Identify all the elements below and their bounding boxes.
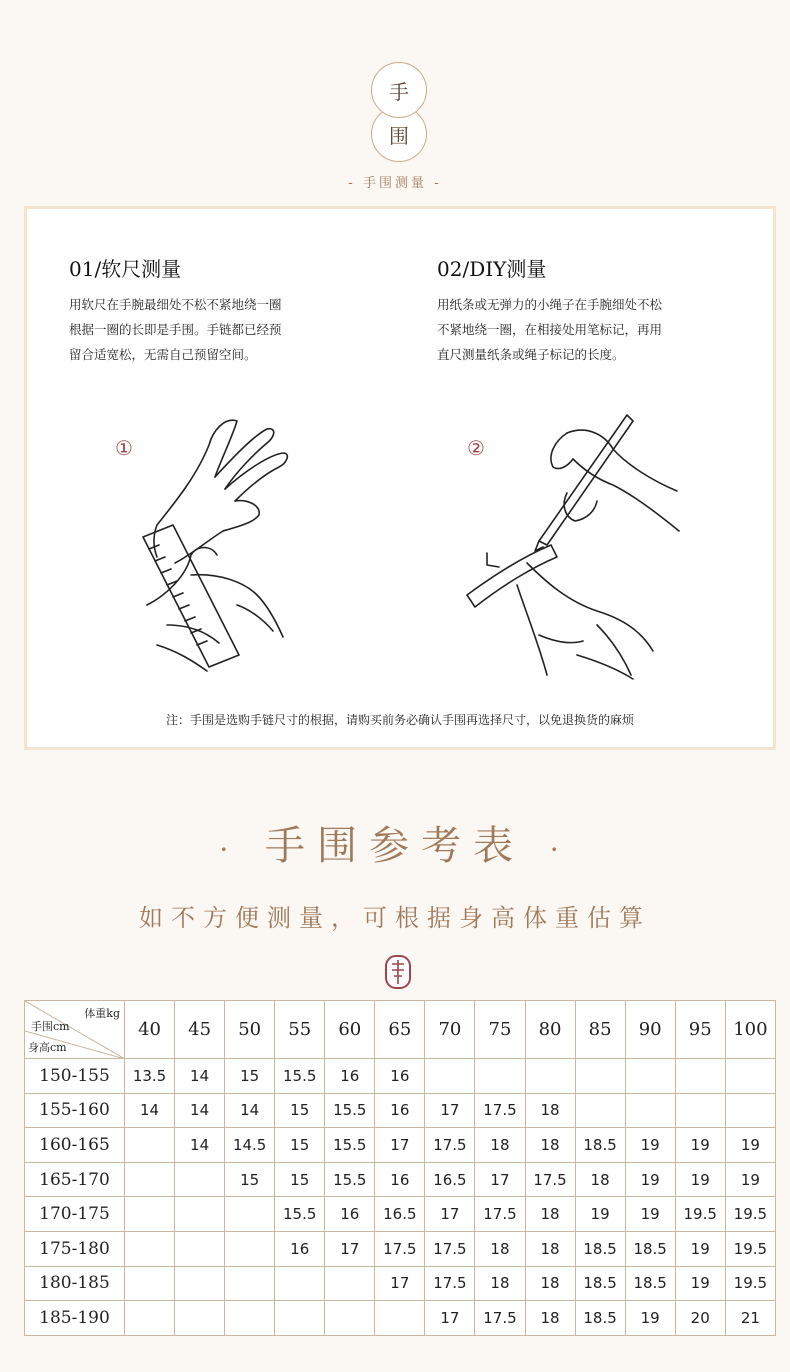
- table-corner-cell: [25, 1001, 125, 1059]
- wrist-size-cell: 13.5: [125, 1059, 175, 1094]
- wrist-size-cell: [175, 1162, 225, 1197]
- wrist-size-cell: 18: [475, 1266, 525, 1301]
- wrist-size-cell: [125, 1197, 175, 1232]
- wrist-size-cell: [725, 1093, 775, 1128]
- wrist-size-table: [24, 1000, 776, 1336]
- step-soft-ruler: [69, 253, 389, 367]
- wrist-size-cell: 18: [525, 1301, 575, 1336]
- badge-circle-bottom: 围: [371, 106, 427, 162]
- wrist-size-cell: 16.5: [375, 1197, 425, 1232]
- wrist-size-cell: 14: [125, 1093, 175, 1128]
- wrist-size-cell: 17.5: [425, 1128, 475, 1163]
- wrist-size-cell: 20: [675, 1301, 725, 1336]
- table-body: [25, 1059, 776, 1336]
- wrist-size-cell: 17.5: [425, 1231, 475, 1266]
- wrist-size-cell: [575, 1059, 625, 1094]
- title-badge: [371, 62, 427, 162]
- step-text-line: 不紧地绕一圈，在相接处用笔标记，再用: [437, 322, 663, 337]
- wrist-size-cell: 18.5: [575, 1231, 625, 1266]
- weight-header: 100: [725, 1001, 775, 1059]
- corner-weight-label: 体重kg: [84, 1007, 120, 1020]
- weight-header: 40: [125, 1001, 175, 1059]
- wrist-size-cell: [375, 1301, 425, 1336]
- wrist-size-cell: 15: [275, 1162, 325, 1197]
- wrist-size-cell: 19.5: [725, 1231, 775, 1266]
- weight-header: 75: [475, 1001, 525, 1059]
- hand-paper-strip-illustration: [427, 405, 707, 695]
- weight-header: 85: [575, 1001, 625, 1059]
- height-range-cell: 175-180: [25, 1231, 125, 1266]
- wrist-size-cell: 19: [625, 1128, 675, 1163]
- title-dot-left: ·: [219, 833, 241, 866]
- height-range-cell: 185-190: [25, 1301, 125, 1336]
- wrist-size-cell: 18: [525, 1128, 575, 1163]
- height-range-cell: 155-160: [25, 1093, 125, 1128]
- weight-header: 65: [375, 1001, 425, 1059]
- corner-wrist-label: 手围cm: [31, 1020, 70, 1033]
- wrist-size-cell: 17: [375, 1266, 425, 1301]
- wrist-size-cell: 18.5: [575, 1128, 625, 1163]
- wrist-size-cell: 19: [625, 1162, 675, 1197]
- height-range-cell: 170-175: [25, 1197, 125, 1232]
- table-row: [25, 1162, 776, 1197]
- wrist-size-cell: 17.5: [525, 1162, 575, 1197]
- wrist-size-cell: [225, 1231, 275, 1266]
- wrist-size-cell: 19: [575, 1197, 625, 1232]
- wrist-size-cell: 15.5: [325, 1162, 375, 1197]
- wrist-size-cell: 15: [225, 1059, 275, 1094]
- wrist-size-cell: 18: [575, 1162, 625, 1197]
- wrist-size-cell: 17: [325, 1231, 375, 1266]
- weight-header: 90: [625, 1001, 675, 1059]
- wrist-size-cell: 14: [175, 1128, 225, 1163]
- wrist-size-cell: 16: [375, 1059, 425, 1094]
- step-text-line: 用软尺在手腕最细处不松不紧地绕一圈: [69, 297, 282, 312]
- wrist-size-cell: [125, 1231, 175, 1266]
- wrist-size-cell: 15.5: [275, 1059, 325, 1094]
- wrist-size-cell: [225, 1301, 275, 1336]
- table-row: [25, 1266, 776, 1301]
- wrist-size-cell: [675, 1059, 725, 1094]
- wrist-size-cell: 14: [175, 1093, 225, 1128]
- wrist-size-cell: 17: [425, 1197, 475, 1232]
- wrist-size-cell: [575, 1093, 625, 1128]
- wrist-size-cell: [175, 1231, 225, 1266]
- wrist-size-cell: 18: [475, 1128, 525, 1163]
- wrist-size-cell: 21: [725, 1301, 775, 1336]
- wrist-size-cell: 14: [175, 1059, 225, 1094]
- wrist-size-cell: 19.5: [725, 1197, 775, 1232]
- measurement-note: 注：手围是选购手链尺寸的根据，请购买前务必确认手围再选择尺寸，以免退换货的麻烦: [165, 713, 634, 727]
- step-marker: ①: [115, 436, 133, 460]
- height-range-cell: 180-185: [25, 1266, 125, 1301]
- badge-circle-top: 手: [371, 62, 427, 118]
- wrist-size-cell: 19: [625, 1301, 675, 1336]
- wrist-size-cell: 15: [275, 1093, 325, 1128]
- wrist-size-cell: 16: [325, 1059, 375, 1094]
- table-row: [25, 1231, 776, 1266]
- step-text-line: 留合适宽松，无需自己预留空间。: [69, 347, 257, 362]
- table-row: [25, 1128, 776, 1163]
- weight-header: 60: [325, 1001, 375, 1059]
- wrist-size-cell: 19.5: [675, 1197, 725, 1232]
- reference-subtitle: 如不方便测量，可根据身高体重估算: [139, 904, 651, 932]
- wrist-size-cell: 17.5: [475, 1301, 525, 1336]
- wrist-size-cell: 16: [275, 1231, 325, 1266]
- wrist-size-cell: [425, 1059, 475, 1094]
- weight-header: 55: [275, 1001, 325, 1059]
- weight-header: 50: [225, 1001, 275, 1059]
- wrist-size-cell: [625, 1093, 675, 1128]
- wrist-size-cell: 17.5: [425, 1266, 475, 1301]
- step-text-line: 直尺测量纸条或绳子标记的长度。: [437, 347, 625, 362]
- wrist-size-cell: [225, 1197, 275, 1232]
- wrist-size-cell: 18: [475, 1231, 525, 1266]
- wrist-size-cell: 17.5: [475, 1093, 525, 1128]
- wrist-size-cell: 14.5: [225, 1128, 275, 1163]
- height-range-cell: 165-170: [25, 1162, 125, 1197]
- step-text-line: 用纸条或无弹力的小绳子在手腕细处不松: [437, 297, 663, 312]
- wrist-size-cell: 16: [375, 1093, 425, 1128]
- wrist-size-cell: [475, 1059, 525, 1094]
- wrist-size-cell: [325, 1266, 375, 1301]
- wrist-size-cell: 15.5: [325, 1093, 375, 1128]
- table-header-row: [25, 1001, 776, 1059]
- wrist-size-cell: 19: [675, 1231, 725, 1266]
- wrist-size-cell: 17: [425, 1301, 475, 1336]
- corner-height-label: 身高cm: [28, 1041, 67, 1054]
- wrist-size-cell: 17: [375, 1128, 425, 1163]
- wrist-size-cell: [275, 1301, 325, 1336]
- wrist-size-cell: 15.5: [275, 1197, 325, 1232]
- wrist-size-cell: [325, 1301, 375, 1336]
- wrist-size-cell: [125, 1162, 175, 1197]
- wrist-size-cell: 19: [725, 1128, 775, 1163]
- table-row: [25, 1197, 776, 1232]
- wrist-size-cell: 16.5: [425, 1162, 475, 1197]
- table-row: [25, 1093, 776, 1128]
- height-range-cell: 150-155: [25, 1059, 125, 1094]
- wrist-size-cell: 16: [325, 1197, 375, 1232]
- wrist-size-cell: 17.5: [475, 1197, 525, 1232]
- wrist-size-cell: 18: [525, 1231, 575, 1266]
- wrist-size-cell: 15.5: [325, 1128, 375, 1163]
- wrist-size-cell: 17.5: [375, 1231, 425, 1266]
- wrist-size-cell: 18: [525, 1266, 575, 1301]
- wrist-size-cell: 18.5: [625, 1231, 675, 1266]
- seal-stamp-icon: [385, 955, 411, 989]
- wrist-size-cell: 15: [225, 1162, 275, 1197]
- step-title: 02/DIY测量: [437, 257, 547, 281]
- wrist-size-cell: 17: [475, 1162, 525, 1197]
- section-subtitle: - 手围测量 -: [348, 176, 442, 191]
- wrist-size-cell: 16: [375, 1162, 425, 1197]
- reference-title: [0, 814, 790, 871]
- height-range-cell: 160-165: [25, 1128, 125, 1163]
- wrist-size-cell: 18: [525, 1093, 575, 1128]
- wrist-size-cell: [625, 1059, 675, 1094]
- weight-header: 70: [425, 1001, 475, 1059]
- wrist-size-cell: 19: [675, 1128, 725, 1163]
- hand-soft-ruler-illustration: [87, 405, 367, 695]
- table-row: [25, 1301, 776, 1336]
- step-text-line: 根据一圈的长即是手围。手链都已经预: [69, 322, 282, 337]
- wrist-size-cell: 19: [725, 1162, 775, 1197]
- reference-title-text: 手围参考表: [265, 823, 525, 869]
- wrist-size-cell: [675, 1093, 725, 1128]
- wrist-size-cell: 18: [525, 1197, 575, 1232]
- wrist-size-cell: [175, 1266, 225, 1301]
- title-dot-right: ·: [549, 833, 571, 866]
- wrist-size-cell: [125, 1301, 175, 1336]
- wrist-size-cell: 19.5: [725, 1266, 775, 1301]
- wrist-size-cell: 19: [625, 1197, 675, 1232]
- wrist-size-cell: 18.5: [575, 1301, 625, 1336]
- wrist-size-cell: 18.5: [625, 1266, 675, 1301]
- wrist-size-cell: 19: [675, 1266, 725, 1301]
- wrist-size-cell: 17: [425, 1093, 475, 1128]
- wrist-size-cell: 14: [225, 1093, 275, 1128]
- wrist-size-cell: [175, 1301, 225, 1336]
- wrist-size-cell: 15: [275, 1128, 325, 1163]
- wrist-size-cell: 19: [675, 1162, 725, 1197]
- step-marker: ②: [467, 436, 485, 460]
- wrist-size-cell: [525, 1059, 575, 1094]
- table-row: [25, 1059, 776, 1094]
- wrist-size-cell: [175, 1197, 225, 1232]
- wrist-size-cell: [225, 1266, 275, 1301]
- measurement-card: [24, 206, 776, 750]
- wrist-size-cell: [125, 1128, 175, 1163]
- step-title: 01/软尺测量: [69, 257, 182, 281]
- wrist-size-cell: 18.5: [575, 1266, 625, 1301]
- wrist-size-cell: [125, 1266, 175, 1301]
- weight-header: 80: [525, 1001, 575, 1059]
- weight-header: 45: [175, 1001, 225, 1059]
- wrist-size-cell: [725, 1059, 775, 1094]
- wrist-size-cell: [275, 1266, 325, 1301]
- weight-header: 95: [675, 1001, 725, 1059]
- step-diy: [437, 253, 757, 367]
